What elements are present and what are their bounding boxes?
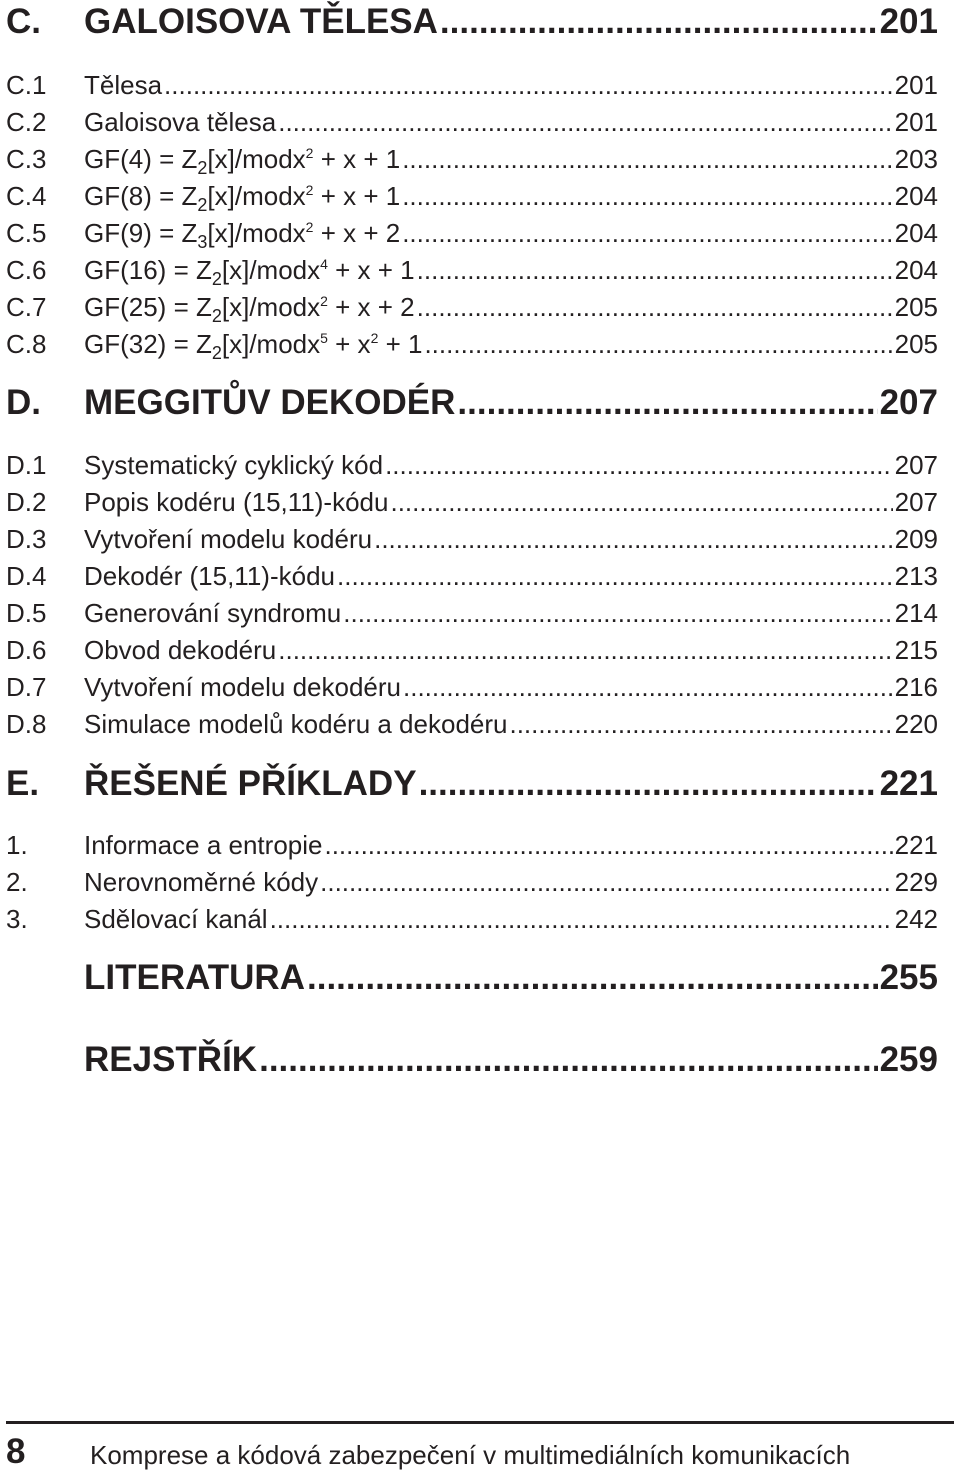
section-row[interactable] bbox=[0, 440, 960, 480]
section-row[interactable] bbox=[0, 134, 960, 178]
chapter-row[interactable] bbox=[0, 383, 960, 423]
entry-title bbox=[84, 292, 415, 326]
entry-page-number: 209 bbox=[894, 524, 938, 554]
dot-leader bbox=[337, 561, 893, 591]
formula-part: GF(8) = Z bbox=[84, 181, 198, 211]
formula-part: 2 bbox=[211, 269, 222, 289]
formula-part: 2 bbox=[197, 195, 208, 215]
formula-part: 2 bbox=[370, 330, 379, 346]
entry-line bbox=[84, 561, 938, 591]
formula-part: GF(25) = Z bbox=[84, 292, 212, 322]
entry-number: C.4 bbox=[6, 181, 47, 211]
entry-page-number: 220 bbox=[894, 709, 938, 739]
formula-part: GF(32) = Z bbox=[84, 329, 212, 359]
entry-number: D.7 bbox=[6, 672, 47, 702]
dot-leader bbox=[457, 383, 877, 423]
entry-number: D.2 bbox=[6, 487, 47, 517]
entry-number: D.4 bbox=[6, 561, 47, 591]
entry-page-number: 221 bbox=[879, 764, 938, 803]
entry-number: C.2 bbox=[6, 107, 47, 137]
section-row[interactable] bbox=[0, 208, 960, 252]
entry-number: C.3 bbox=[6, 144, 47, 174]
section-row[interactable] bbox=[0, 60, 960, 100]
entry-page-number: 214 bbox=[894, 598, 938, 628]
entry-number: 1. bbox=[6, 830, 28, 860]
dot-leader bbox=[509, 709, 892, 739]
entry-line bbox=[84, 958, 938, 998]
dot-leader bbox=[402, 218, 892, 248]
entry-line bbox=[84, 598, 938, 628]
section-row[interactable] bbox=[0, 514, 960, 554]
entry-title bbox=[84, 181, 401, 215]
entry-line bbox=[84, 292, 938, 326]
entry-line bbox=[84, 255, 938, 289]
footer-book-title: Komprese a kódová zabezpečení v multimediálních komunikacích bbox=[90, 1440, 851, 1470]
section-row[interactable] bbox=[0, 282, 960, 326]
entry-page-number: 203 bbox=[894, 144, 938, 174]
formula-part: [x]/modx bbox=[221, 255, 321, 285]
dot-leader bbox=[307, 958, 878, 998]
entry-number: C.7 bbox=[6, 292, 47, 322]
entry-title bbox=[84, 329, 423, 363]
footer-divider bbox=[6, 1421, 954, 1424]
section-row[interactable] bbox=[0, 551, 960, 591]
dot-leader bbox=[270, 904, 893, 934]
section-row[interactable] bbox=[0, 894, 960, 934]
entry-page-number: 255 bbox=[879, 958, 938, 997]
formula-part: + x + 1 bbox=[327, 255, 415, 285]
entry-line bbox=[84, 867, 938, 897]
formula-part: 5 bbox=[320, 330, 328, 346]
entry-page-number: 215 bbox=[894, 635, 938, 665]
entry-number: D.8 bbox=[6, 709, 47, 739]
dot-leader bbox=[403, 672, 893, 702]
entry-line bbox=[84, 709, 938, 739]
entry-title: Systematický cyklický kód bbox=[84, 450, 384, 480]
entry-line bbox=[84, 2, 938, 42]
entry-line bbox=[84, 70, 938, 100]
formula-part: [x]/modx bbox=[207, 181, 306, 211]
entry-title: REJSTŘÍK bbox=[84, 1040, 258, 1079]
entry-page-number: 229 bbox=[894, 867, 938, 897]
formula-part: GF(9) = Z bbox=[84, 218, 198, 248]
entry-title: Popis kodéru (15,11)-kódu bbox=[84, 487, 389, 517]
entry-page-number: 216 bbox=[894, 672, 938, 702]
entry-line bbox=[84, 487, 938, 517]
dot-leader bbox=[164, 70, 893, 100]
entry-title: Vytvoření modelu kodéru bbox=[84, 524, 373, 554]
entry-number: D.1 bbox=[6, 450, 47, 480]
entry-title: Generování syndromu bbox=[84, 598, 342, 628]
section-row[interactable] bbox=[0, 588, 960, 628]
entry-line bbox=[84, 764, 938, 804]
entry-line bbox=[84, 904, 938, 934]
entry-line bbox=[84, 107, 938, 137]
formula-part: 3 bbox=[197, 232, 208, 252]
entry-line bbox=[84, 830, 938, 860]
footer-page-number: 8 bbox=[6, 1432, 26, 1471]
dot-leader bbox=[419, 764, 878, 804]
entry-page-number: 201 bbox=[894, 70, 938, 100]
chapter-row[interactable] bbox=[0, 1040, 960, 1080]
entry-number: C. bbox=[6, 2, 41, 41]
chapter-row[interactable] bbox=[0, 764, 960, 804]
formula-part: + x + 1 bbox=[313, 144, 401, 174]
formula-part: 2 bbox=[320, 293, 328, 309]
chapter-row[interactable] bbox=[0, 2, 960, 42]
entry-title: Informace a entropie bbox=[84, 830, 323, 860]
entry-page-number: 201 bbox=[894, 107, 938, 137]
entry-page-number: 213 bbox=[894, 561, 938, 591]
section-row[interactable] bbox=[0, 171, 960, 215]
formula-part: GF(16) = Z bbox=[84, 255, 212, 285]
formula-part: 2 bbox=[211, 343, 222, 363]
formula-part: 2 bbox=[305, 145, 314, 161]
formula-part: + x + 2 bbox=[327, 292, 415, 322]
section-row[interactable] bbox=[0, 319, 960, 363]
formula-part: [x]/modx bbox=[207, 218, 306, 248]
entry-line bbox=[84, 1040, 938, 1080]
entry-page-number: 205 bbox=[894, 292, 938, 322]
entry-number: D. bbox=[6, 383, 41, 422]
entry-page-number: 207 bbox=[894, 487, 938, 517]
dot-leader bbox=[417, 255, 893, 285]
entry-line bbox=[84, 329, 938, 363]
formula-part: 2 bbox=[305, 219, 314, 235]
dot-leader bbox=[385, 450, 893, 480]
dot-leader bbox=[278, 635, 892, 665]
entry-line bbox=[84, 181, 938, 215]
section-row[interactable] bbox=[0, 625, 960, 665]
entry-number: C.6 bbox=[6, 255, 47, 285]
entry-page-number: 205 bbox=[894, 329, 938, 359]
entry-title: Galoisova tělesa bbox=[84, 107, 277, 137]
entry-title: Obvod dekodéru bbox=[84, 635, 277, 665]
formula-part: 2 bbox=[197, 158, 208, 178]
entry-title: Sdělovací kanál bbox=[84, 904, 268, 934]
entry-page-number: 201 bbox=[879, 2, 938, 41]
formula-part: + x + 1 bbox=[313, 181, 401, 211]
dot-leader bbox=[278, 107, 892, 137]
dot-leader bbox=[417, 292, 893, 322]
entry-number: 3. bbox=[6, 904, 28, 934]
dot-leader bbox=[324, 830, 892, 860]
entry-page-number: 204 bbox=[894, 218, 938, 248]
formula-part: + x bbox=[327, 329, 371, 359]
entry-title: Dekodér (15,11)-kódu bbox=[84, 561, 335, 591]
section-row[interactable] bbox=[0, 820, 960, 860]
dot-leader bbox=[259, 1040, 878, 1080]
formula-part: 2 bbox=[305, 182, 314, 198]
entry-title bbox=[84, 255, 415, 289]
entry-page-number: 207 bbox=[879, 383, 938, 422]
formula-part: 4 bbox=[320, 256, 328, 272]
formula-part: [x]/modx bbox=[221, 292, 321, 322]
entry-page-number: 204 bbox=[894, 181, 938, 211]
section-row[interactable] bbox=[0, 699, 960, 739]
dot-leader bbox=[402, 181, 892, 211]
dot-leader bbox=[440, 2, 878, 42]
entry-line bbox=[84, 218, 938, 252]
formula-part: + 1 bbox=[378, 329, 423, 359]
entry-number: D.6 bbox=[6, 635, 47, 665]
entry-line bbox=[84, 450, 938, 480]
entry-title: Simulace modelů kodéru a dekodéru bbox=[84, 709, 508, 739]
entry-page-number: 259 bbox=[879, 1040, 938, 1079]
entry-number: 2. bbox=[6, 867, 28, 897]
entry-title: GALOISOVA TĚLESA bbox=[84, 2, 438, 41]
entry-line bbox=[84, 383, 938, 423]
entry-number: C.1 bbox=[6, 70, 47, 100]
entry-title: MEGGITŮV DEKODÉR bbox=[84, 383, 456, 422]
entry-title: ŘEŠENÉ PŘÍKLADY bbox=[84, 764, 417, 803]
formula-part: GF(4) = Z bbox=[84, 144, 198, 174]
dot-leader bbox=[390, 487, 892, 517]
dot-leader bbox=[374, 524, 893, 554]
formula-part: [x]/modx bbox=[207, 144, 306, 174]
dot-leader bbox=[424, 329, 892, 359]
formula-part: [x]/modx bbox=[221, 329, 321, 359]
formula-part: + x + 2 bbox=[313, 218, 401, 248]
entry-line bbox=[84, 672, 938, 702]
entry-title bbox=[84, 144, 401, 178]
entry-page-number: 221 bbox=[894, 830, 938, 860]
entry-title: Vytvoření modelu dekodéru bbox=[84, 672, 402, 702]
section-row[interactable] bbox=[0, 857, 960, 897]
chapter-row[interactable] bbox=[0, 958, 960, 998]
entry-number: C.8 bbox=[6, 329, 47, 359]
entry-page-number: 204 bbox=[894, 255, 938, 285]
entry-page-number: 242 bbox=[894, 904, 938, 934]
entry-number: C.5 bbox=[6, 218, 47, 248]
dot-leader bbox=[343, 598, 892, 628]
entry-page-number: 207 bbox=[894, 450, 938, 480]
entry-number: E. bbox=[6, 764, 40, 803]
entry-number: D.3 bbox=[6, 524, 47, 554]
section-row[interactable] bbox=[0, 97, 960, 137]
dot-leader bbox=[320, 867, 892, 897]
section-row[interactable] bbox=[0, 477, 960, 517]
entry-line bbox=[84, 635, 938, 665]
entry-line bbox=[84, 524, 938, 554]
section-row[interactable] bbox=[0, 245, 960, 289]
section-row[interactable] bbox=[0, 662, 960, 702]
dot-leader bbox=[402, 144, 892, 174]
entry-title: Tělesa bbox=[84, 70, 163, 100]
entry-title: Nerovnoměrné kódy bbox=[84, 867, 319, 897]
entry-number: D.5 bbox=[6, 598, 47, 628]
formula-part: 2 bbox=[211, 306, 222, 326]
entry-title: LITERATURA bbox=[84, 958, 305, 997]
entry-line bbox=[84, 144, 938, 178]
entry-title bbox=[84, 218, 401, 252]
